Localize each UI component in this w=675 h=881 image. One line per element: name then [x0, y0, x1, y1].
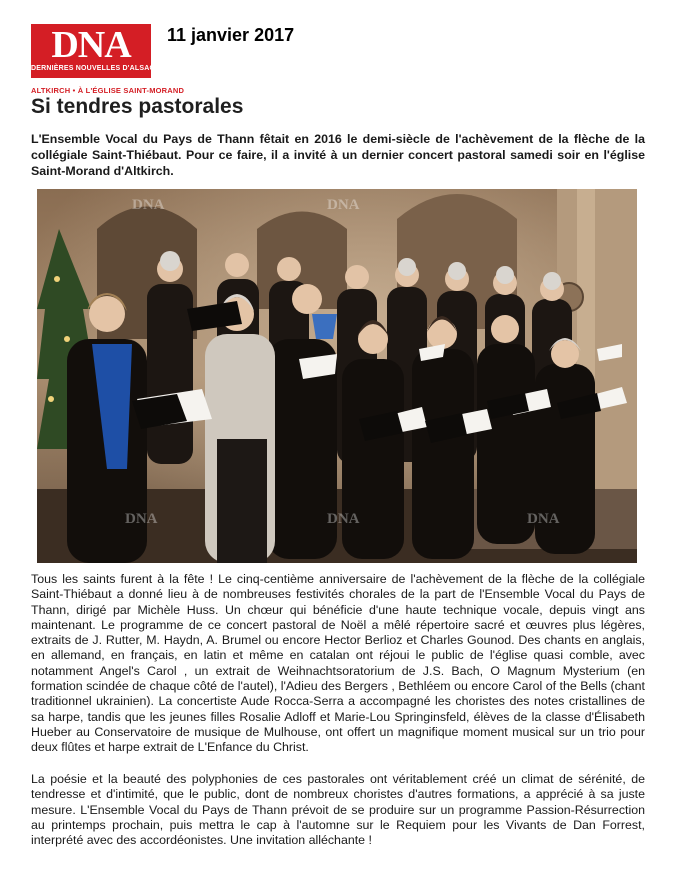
svg-text:DNA: DNA	[132, 197, 165, 213]
svg-text:DNA: DNA	[327, 197, 360, 213]
svg-text:DNA: DNA	[327, 511, 360, 527]
svg-text:DNA: DNA	[527, 511, 560, 527]
dna-logo	[31, 24, 160, 78]
logo-letters: DNA	[51, 24, 131, 66]
logo-subtitle: DERNIÈRES NOUVELLES D'ALSACE	[31, 65, 160, 72]
article-paragraph-1: Tous les saints furent à la fête ! Le cinq-centième anniversaire de l'achèvement de la flèche de la collégiale Saint-Thiébaut a donné lieu à de nombreuses festivités chorales de la part de l'Ensemble Vocal du Pays de Thann, dirigé par Michèle Huss. Un chœur qui bénéficie d'une haute technique vocale, depuis vingt ans maintenant. Le programme de ce concert pastoral de Noël a mêlé répertoire sacré et œuvres plus légères, extraits de J. Rutter, M. Haydn, A. Brumel ou encore Hector Berlioz et Charles Gounod. Des chants en anglais, en allemand, en français, en latin et même en catalan ont réjoui le public de l'église quasi comble, avec notamment Angel's Carol , un extrait de Weihnachtsoratorium de J.S. Bach, O Magnum Mysterium (en formation scindée de chaque côté de l'autel), l'Adieu des Bergers , Bethléem ou encore Carol of the Bells (chant traditionnel ukrainien). La concertiste Aude Rocca-Serra a accompagné les choristes des notes cristallines de sa harpe, tandis que les jeunes filles Rosalie Adloff et Marie-Lou Springinsfeld, élèves de la classe d'Élisabeth Hueber au Conservatoire de musique de Mulhouse, ont offert un magnifique moment musical sur un trio pour deux flûtes et harpe extrait de L'Enfance du Christ.	[31, 572, 645, 755]
article-headline: Si tendres pastorales	[31, 95, 244, 118]
article-lead: L'Ensemble Vocal du Pays de Thann fêtait en 2016 le demi-siècle de l'achèvement de la flèche de la collégiale Saint-Thiébaut. Pour ce faire, il a invité à un dernier concert pastoral samedi soir en l'église Saint-Morand d'Altkirch.	[31, 132, 645, 178]
svg-text:DNA: DNA	[125, 511, 158, 527]
article-kicker: ALTKIRCH • À L'ÉGLISE SAINT-MORAND	[31, 86, 185, 95]
publication-date: 11 janvier 2017	[167, 25, 295, 45]
article-paragraph-2: La poésie et la beauté des polyphonies de ces pastorales ont véritablement créé un climat de sérénité, de tendresse et d'intimité, que le public, dont de nombreux choristes d'autres formations, a apprécié à sa juste mesure. L'Ensemble Vocal du Pays de Thann prévoit de se produire sur un programme Passion-Résurrection au printemps prochain, puis mettra le cap à l'automne sur le Requiem pour les Vivants de Dan Forrest, interprété avec des accordéonistes. Une invitation alléchante !	[31, 772, 645, 848]
article-photo	[37, 189, 637, 563]
